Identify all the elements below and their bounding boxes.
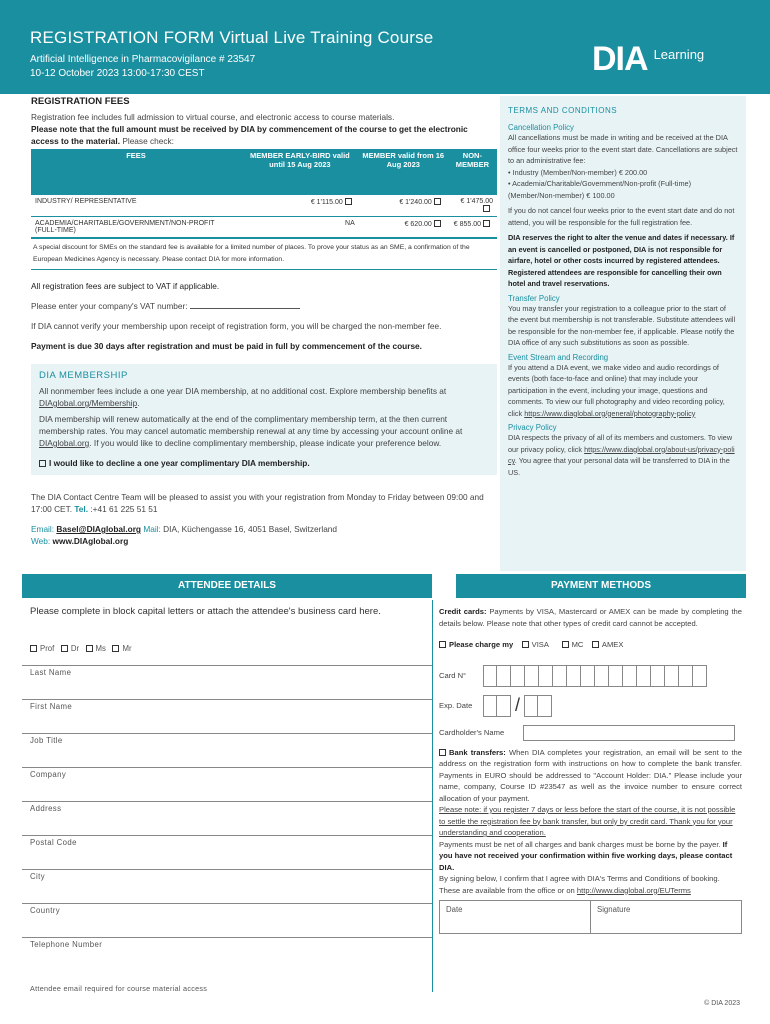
city-field[interactable]: City (22, 870, 432, 904)
contact-text: The DIA Contact Centre Team will be pleased to assist you with your registration from Monday to Friday between 09:00 and 17:00 CET. Tel. :+41 61 225 51 51 (31, 492, 484, 514)
card-number-field[interactable]: Card N° (439, 665, 742, 687)
table-row: ACADEMIA/CHARITABLE/GOVERNMENT/NON-PROFIT (FULL-TIME) NA € 620.00 € 855.00 (31, 217, 497, 238)
photo-policy-link[interactable]: https://www.diaglobal.org/general/photography-policy (524, 408, 696, 418)
course-subtitle: Artificial Intelligence in Pharmacovigilance # 23547 (30, 54, 256, 65)
decline-membership-checkbox[interactable]: I would like to decline a one year complimentary DIA membership. (39, 457, 489, 469)
privacy-link[interactable]: https://www.diaglobal.org/about-us/privacy-policy (508, 444, 735, 465)
terms-panel: TERMS AND CONDITIONS Cancellation Policy All cancellations must be made in writing and be received at the DIA office four weeks prior to the event start date. Cancellations are subject to an administrative fee: • Industry (Member/Non-member) € 200.00 • Academia/Charitable/Government/Non-profit (Full-time) (Member/Non-member) € 100.00 If you do not cancel four weeks prior to the event start date and do not attend, you will be responsible for the full registration fee. DIA reserves the right to alter the venue and dates if necessary. If an event is cancelled or postponed, DIA is not responsible for airfare, hotel or other costs incurred by registered attendees. Registered attendees are responsible for cancelling their own hotel and travel reservations. Transfer Policy You may transfer your registration to a colleague prior to the start of the event but membership is not transferable. Substitute attendees will be responsible for the non-member fee, if applicable. Please notify the DIA office of any such substitutions as soon as possible. Event Stream and Recording If you attend a DIA event, we make video and audio recordings of events (both face-to-face and online) that may include your participation in the event, including your image, questions and comments. To view our full photography and video recording policy, click https://www.diaglobal.org/general/photography-policy Privacy Policy DIA respects the privacy of all of its members and customers. To view our privacy policy, click https://www.diaglobal.org/about-us/privacy-policy. You agree that your personal data will be transferred to DIA in the US. (500, 96, 746, 571)
attendee-title: ATTENDEE DETAILS (22, 574, 432, 598)
dia-link[interactable]: DIAglobal.org (39, 438, 90, 448)
checkbox (483, 220, 490, 227)
fees-table: FEES MEMBER EARLY-BIRD valid until 15 Aug 2023 MEMBER valid from 16 Aug 2023 NON-MEMBER INDUSTRY/ REPRESENTATIVE € 1'115.00 € 1'240.00 € 1'475.00 ACADEMIA/CHARITABLE/GOVERNMENT/NON-PROFIT (FULL-TIME) NA € 620.00 € 855.00 (31, 149, 497, 238)
date-field[interactable]: Date (440, 901, 591, 933)
header-banner (0, 0, 770, 94)
vat-note: All registration fees are subject to VAT if applicable. (31, 281, 220, 291)
terms-title: TERMS AND CONDITIONS (508, 106, 618, 115)
signature-field[interactable]: Signature (597, 905, 631, 914)
left-column (31, 96, 497, 547)
course-dates: 10-12 October 2023 13:00-17:30 CEST (30, 68, 205, 79)
telephone-field[interactable]: Telephone Number (30, 940, 103, 949)
payment-section: Credit cards: Payments by VISA, Mastercard or AMEX can be made by completing the details below. Please note that other types of credit card cannot be accepted. Please charge my VISA MC AMEX Card N° Exp. Date / Cardholder's Name Bank transfers: When DIA completes your registration, an email will be sent to the address on the registration form with instructions on how to complete the bank transfer. Payments in EURO should be addressed to "Account Holder: DIA." Please include your name, company, Course ID #23547 as well as the invoice number to ensure correct allocation of your payment. Please note: if you register 7 days or less before the start of the course, it is not possible to settle the registration fee by bank transfer, but only by credit card. Thank you for your understanding and cooperation. Payments must be net of all charges and bank charges must be borne by the payer. If you have not received your confirmation within five working days, please contact DIA. By signing below, I confirm that I agree with DIA's Terms and Conditions of booking. These are available from the office or on http://www.diaglobal.org/EUTerms Date Signature (432, 600, 742, 992)
form-title: REGISTRATION FORM Virtual Live Training Course (30, 28, 434, 47)
payment-title: PAYMENT METHODS (456, 574, 746, 598)
checkbox (434, 198, 441, 205)
postal-code-field[interactable]: Postal Code (22, 836, 432, 870)
cardholder-field[interactable]: Cardholder's Name (439, 725, 742, 741)
checkbox (434, 220, 441, 227)
sme-discount-note: A special discount for SMEs on the standard fee is available for a limited number of places. To prove your status as an SME, a confirmation of the European Medicines Agency is necessary. Please contact DIA for more information. (31, 238, 497, 270)
membership-link[interactable]: DIAglobal.org/Membership (39, 398, 138, 408)
contact-web: Web: www.DIAglobal.org (31, 536, 129, 546)
verify-note: If DIA cannot verify your membership upon receipt of registration form, you will be charged the non-member fee. (31, 321, 442, 331)
signature-box (439, 900, 742, 934)
checkbox (345, 198, 352, 205)
checkbox (483, 205, 490, 212)
payment-due: Payment is due 30 days after registration and must be paid in full by commencement of the course. (31, 341, 422, 351)
attendee-section: Please complete in block capital letters or attach the attendee's business card here. Prof Dr Ms Mr Last Name First Name Job Title Company Address Postal Code City Country Telephone Number (22, 600, 432, 972)
first-name-field[interactable]: First Name (22, 700, 432, 734)
expiry-date-field[interactable]: Exp. Date / (439, 695, 742, 717)
address-field[interactable]: Address (22, 802, 432, 836)
email-note: Attendee email required for course material access (30, 984, 208, 993)
vat-prompt: Please enter your company's VAT number: (31, 300, 497, 312)
card-type-options[interactable]: Please charge my VISA MC AMEX (439, 639, 742, 651)
contact-email: Email: Basel@DIAglobal.org Mail: DIA, Küchengasse 16, 4051 Basel, Switzerland (31, 524, 338, 534)
last-name-field[interactable]: Last Name (22, 666, 432, 700)
fees-note: Please note that the full amount must be received by DIA by commencement of the course to get the electronic access to the material. Please check: (31, 124, 468, 146)
country-field[interactable]: Country (22, 904, 432, 938)
copyright: © DIA 2023 (704, 1000, 740, 1007)
company-field[interactable]: Company (22, 768, 432, 802)
bank-transfer-option[interactable]: Bank transfers: When DIA completes your registration, an email will be sent to the address on the registration form with instructions on how to complete the bank transfer. Payments in EURO should be addressed to "Account Holder: DIA." Please include your name, company, Course ID #23547 as well as the invoice number to ensure correct allocation of your payment. (439, 747, 742, 803)
membership-box: DIA MEMBERSHIP All nonmember fees include a one year DIA membership, at no additional cost. Explore membership benefits at DIAglobal.org/Membership. DIA membership will renew automatically at the end of the complimentary membership term, at the then current membership rates. You may cancel automatic membership renewal at any time by accessing your account online at DIAglobal.org. If you would like to decline complimentary membership, please indicate your preference below. I would like to decline a one year complimentary DIA membership. (31, 364, 497, 475)
dia-logo: DIA Learning (592, 40, 705, 78)
vat-input[interactable] (190, 308, 300, 309)
fees-intro: Registration fee includes full admission to virtual course, and electronic access to course materials. (31, 112, 395, 122)
job-title-field[interactable]: Job Title (22, 734, 432, 768)
fees-title: REGISTRATION FEES (31, 96, 130, 107)
table-row: INDUSTRY/ REPRESENTATIVE € 1'115.00 € 1'240.00 € 1'475.00 (31, 195, 497, 217)
membership-title: DIA MEMBERSHIP (39, 370, 128, 381)
terms-link[interactable]: http://www.diaglobal.org/EUTerms (576, 885, 691, 895)
salutation-options[interactable]: Prof Dr Ms Mr (22, 640, 432, 666)
